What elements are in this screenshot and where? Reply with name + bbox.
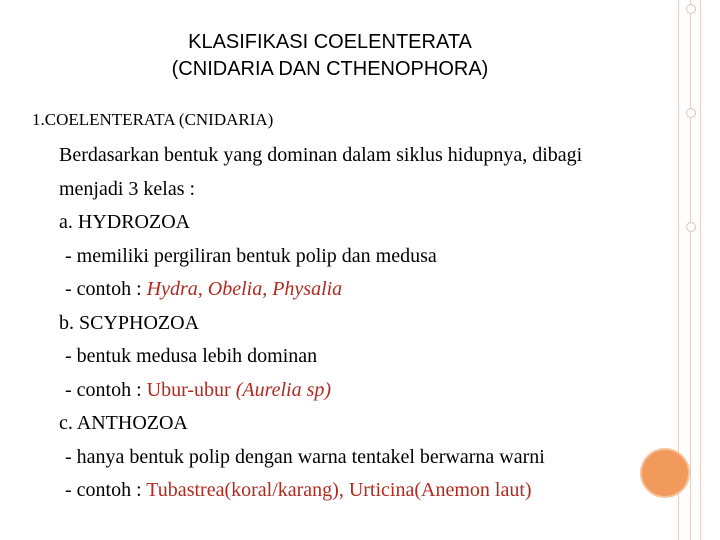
frame-dot: [686, 4, 696, 14]
class-trait: - hanya bentuk polip dengan warna tentakel berwarna warni: [65, 445, 545, 468]
class-heading-hydrozoa: a. HYDROZOA: [59, 211, 191, 233]
slide-title: KLASIFIKASI COELENTERATA: [188, 31, 472, 53]
example-prefix: - contoh :: [65, 479, 147, 501]
class-example: [59, 374, 689, 408]
accent-circle: [640, 448, 690, 498]
frame-dot: [686, 108, 696, 118]
example-prefix: - contoh :: [65, 378, 147, 401]
intro-line: Berdasarkan bentuk yang dominan dalam siklus hidupnya, dibagi: [59, 144, 583, 166]
section-heading: 1.COELENTERATA (CNIDARIA): [32, 110, 274, 129]
example-common-name: Ubur-ubur: [146, 378, 236, 401]
example-species: Tubastrea(koral/karang), Urticina(Anemon laut): [146, 479, 532, 501]
frame-line: [690, 0, 691, 540]
class-example: [59, 273, 689, 307]
class-heading-scyphozoa: b. SCYPHOZOA: [59, 311, 200, 334]
example-species: Hydra, Obelia, Physalia: [146, 278, 343, 300]
class-trait: - bentuk medusa lebih dominan: [65, 345, 318, 367]
class-trait: - memiliki pergiliran bentuk polip dan medusa: [65, 244, 437, 267]
class-heading-anthozoa: c. ANTHOZOA: [59, 412, 188, 434]
class-example: [59, 474, 689, 508]
intro-line: menjadi 3 kelas :: [59, 177, 196, 200]
slide-subtitle: (CNIDARIA DAN CTHENOPHORA): [171, 58, 489, 80]
example-prefix: - contoh :: [65, 278, 147, 300]
example-species: (Aurelia sp): [235, 378, 332, 401]
content-body: [59, 139, 689, 508]
frame-line: [700, 0, 701, 540]
